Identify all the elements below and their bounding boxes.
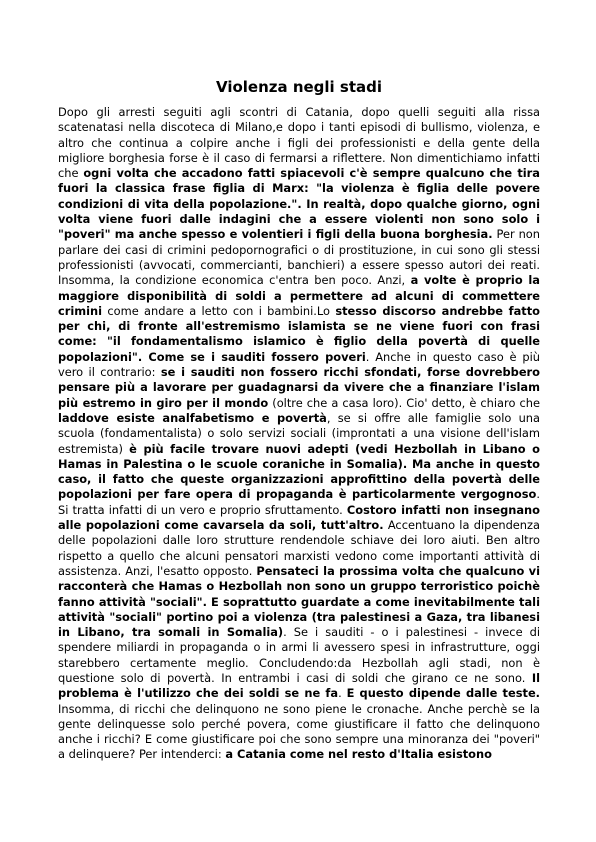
bold-text-run: a volte è proprio la maggiore disponibilità di soldi a permettere ad alcuni di commettere crimini [58,273,540,318]
text-run: Per non parlare dei casi di crimini pedopornografici o di prostituzione, in cui sono gli stessi professionisti (avvocati, commercianti, banchieri) a essere spesso autori dei reati. Insomma, la condizione economica c'entra ben poco. Anzi, [58,227,540,288]
bold-text-run: a Catania come nel resto d'Italia esistono [225,747,492,762]
text-run: . Anche in questo caso è più vero il contrario: [58,349,541,380]
bold-text-run: Costoro infatti non insegnano alle popolazioni come cavarsela da soli, tutt'altro. [58,502,540,533]
text-run: (oltre che a casa loro). Cio' detto, è chiaro che [268,395,540,410]
bold-text-run: è più facile trovare nuovi adepti (vedi Hezbollah in Libano o Hamas in Palestina o le scuole coraniche in Somalia). Ma anche in questo caso, il fatto che queste organizzazioni approfittino della povertà delle popolazioni per fare opera di propaganda è particolarmente vergognoso [58,441,540,502]
bold-text-run: stesso discorso andrebbe fatto per chi, di fronte all'estremismo islamista se ne viene fuori con frasi come: "il fondamentalismo islamico è figlio della povertà di quelle popolazioni". Come se i sauditi fossero poveri [58,303,540,364]
document-title: Violenza negli stadi [215,78,383,96]
bold-text-run: Pensateci la prossima volta che qualcuno vi racconterà che Hamas o Hezbollah non sono un gruppo terroristico poichè fanno attività "sociali". E soprattutto guardate a come inevitabilmente tali attività "sociali" portino poi a violenza (tra palestinesi a Gaza, tra libanesi in Libano, tra somali in Somalia) [58,563,540,640]
bold-text-run: E questo dipende dalle teste. [346,686,540,701]
text-run: Accentuano la dipendenza delle popolazioni dalle loro strutture rendendole schiave dei loro aiuti. Ben altro rispetto a quello che alcuni pensatori marxisti vedono come importanti attività di assistenza. Anzi, l'esatto opposto. [58,518,540,578]
text-run: . Si tratta infatti di un vero e proprio sfruttamento. [58,487,540,517]
text-run: come andare a letto con i bambini.Lo [102,303,336,318]
text-run: Dopo gli arresti seguiti agli scontri di Catania, dopo quelli seguiti alla rissa scatenatasi nella discoteca di Milano,e dopo i tanti episodi di bullismo, violenza, e altro che continua a colpire anche i figli dei professionisti e della gente della migliore borghesia forse è il caso di fermarsi a riflettere. Non dimentichiamo infatti che [58,105,540,181]
text-run: , se si offre alle famiglie solo una scuola (fondamentalista) o solo servizi sociali (improntati a una visione dell'islam estremista) [58,410,540,456]
text-run: . [338,686,347,701]
document-page [58,78,540,763]
bold-text-run: laddove esiste analfabetismo e povertà [58,410,327,425]
article-body [58,105,540,763]
text-run: Insomma, di ricchi che delinquono ne sono piene le cronache. Anche perchè se la gente delinquesse solo perché povera, come giustificare il fatto che delinquono anche i ricchi? E come giustificare poi che sono sempre una minoranza dei "poveri" a delinquere? Per intenderci: [58,701,540,762]
bold-text-run: ogni volta che accadono fatti spiacevoli c'è sempre qualcuno che tira fuori la classica frase figlia di Marx: "la violenza è figlia delle povere condizioni di vita della popolazione.". In realtà, dopo qualche giorno, ogni volta viene fuori dalle indagini che a essere violenti non sono solo i "poveri" ma anche spesso e volentieri i figli della buona borghesia. [58,166,540,242]
text-run: . Se i sauditi - o i palestinesi - invece di spendere miliardi in propaganda o in armi li avessero spesi in infrastrutture, oggi starebbero certamente meglio. Concludendo:da Hezbollah agli stadi, non è questione solo di povertà. In entrambi i casi di soldi che girano ce ne sono. [58,625,540,685]
bold-text-run: Il problema è l'utilizzo che dei soldi se ne fa [58,670,540,701]
bold-text-run: se i sauditi non fossero ricchi sfondati, forse dovrebbero pensare più a lavorare per guadagnarsi da vivere che a finanziare l'islam più estremo in giro per il mondo [58,365,541,410]
